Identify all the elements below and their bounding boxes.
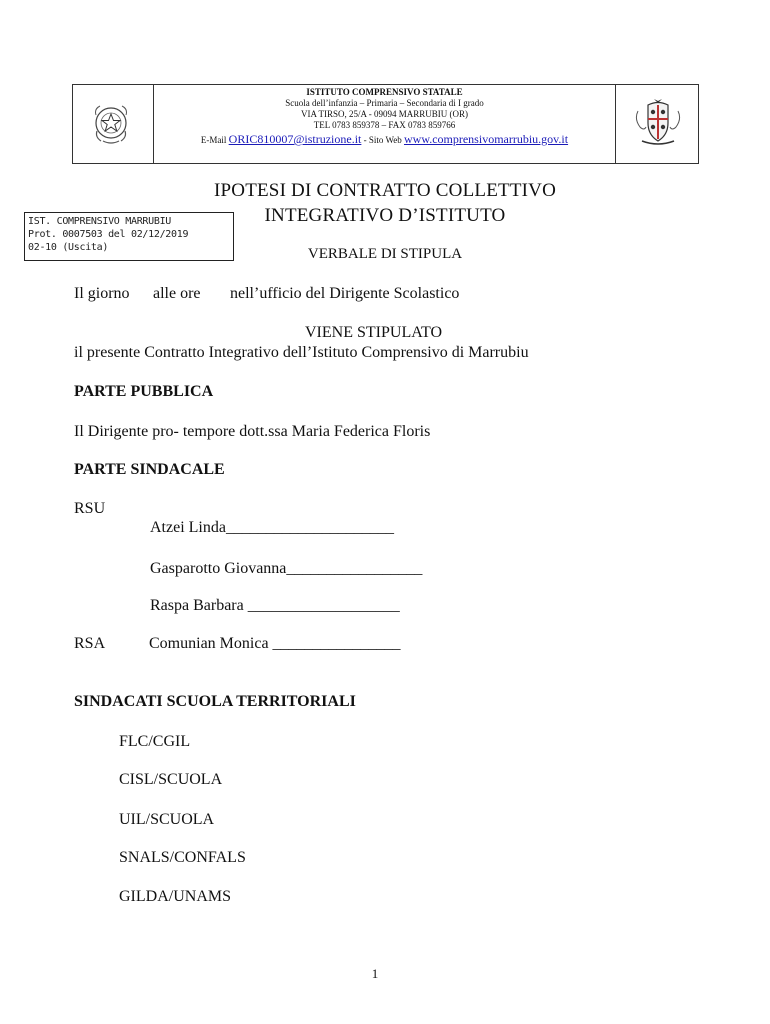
site-label: - Sito Web [363,135,402,145]
union-item: CISL/SCUOLA [119,771,223,788]
giorno-label: Il giorno [74,285,130,302]
rsu-label: RSU [74,500,106,517]
page-number: 1 [371,966,379,981]
phone-fax: TEL 0783 859378 – FAX 0783 859766 [313,120,456,130]
letterhead-text [153,85,616,165]
italian-republic-emblem-icon [91,101,131,145]
union-item: GILDA/UNAMS [119,888,231,905]
document-subtitle: VERBALE DI STIPULA [307,246,463,262]
parte-pubblica-heading: PARTE PUBBLICA [74,383,214,400]
school-levels: Scuola dell’infanzia – Primaria – Secondaria di I grado [285,98,484,108]
ore-label: alle ore [153,285,201,302]
letterhead-left-cell [73,85,154,163]
website-link[interactable]: www.comprensivomarrubiu.gov.it [403,132,569,146]
union-item: SNALS/CONFALS [119,849,246,866]
rsa-signatory-1: Comunian Monica ________________ [149,635,401,652]
sardinia-crest-icon [632,97,684,147]
contact-line [153,134,616,146]
email-label: E-Mail [200,135,227,145]
letterhead-right-cell [615,85,698,163]
document-title-line-2: INTEGRATIVO D’ISTITUTO [264,205,506,226]
document-title-line-1: IPOTESI DI CONTRATTO COLLETTIVO [213,180,556,201]
parte-sindacale-heading: PARTE SINDACALE [74,461,225,478]
rsu-signatory-2: Gasparotto Giovanna_________________ [150,560,423,577]
rsu-signatory-1: Atzei Linda_____________________ [150,519,394,536]
letterhead [72,84,699,164]
rsu-signatory-3: Raspa Barbara ___________________ [150,597,400,614]
contract-statement: il presente Contratto Integrativo dell’Istituto Comprensivo di Marrubiu [74,344,529,361]
sindacati-heading: SINDACATI SCUOLA TERRITORIALI [74,693,356,710]
stamp-line-3: 02-10 (Uscita) [28,242,109,253]
ufficio-text: nell’ufficio del Dirigente Scolastico [230,285,460,302]
union-item: UIL/SCUOLA [119,811,215,828]
stamp-line-2: Prot. 0007503 del 02/12/2019 [28,229,189,240]
rsa-label: RSA [74,635,106,652]
union-item: FLC/CGIL [119,733,191,750]
stamp-line-1: IST. COMPRENSIVO MARRUBIU [28,216,172,227]
email-link[interactable]: ORIC810007@istruzione.it [228,132,362,146]
institute-name: ISTITUTO COMPRENSIVO STATALE [306,87,463,97]
address: VIA TIRSO, 25/A - 09094 MARRUBIU (OR) [300,109,469,119]
viene-stipulato: VIENE STIPULATO [305,324,443,341]
dirigente-text: Il Dirigente pro- tempore dott.ssa Maria Federica Floris [74,423,431,440]
